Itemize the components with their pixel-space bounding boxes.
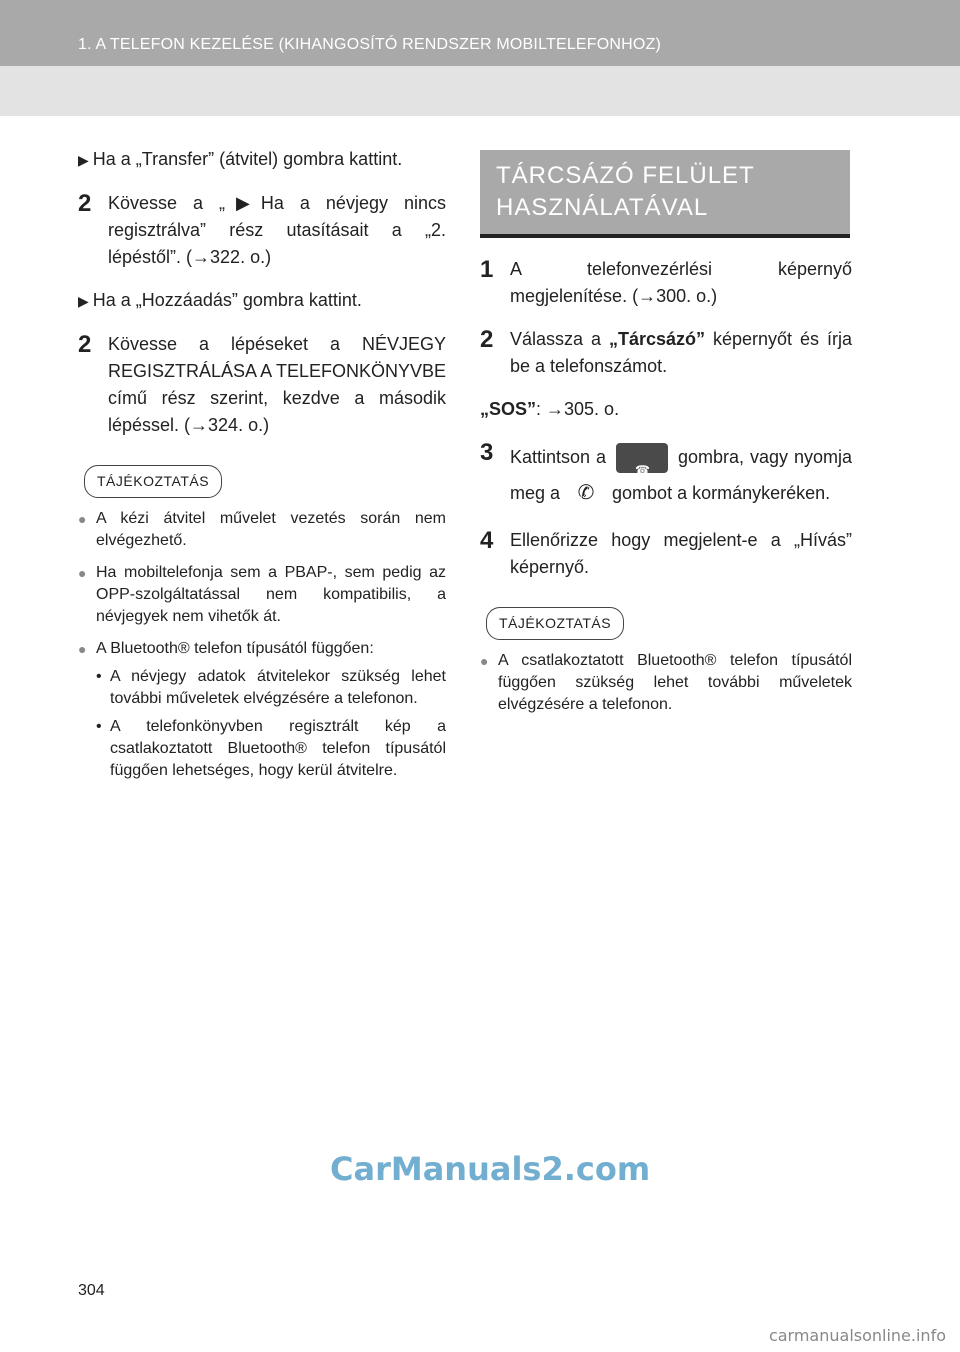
- step-number: 2: [78, 331, 92, 358]
- step-text: Ellenőrizze hogy megjelent-e a „Hívás” képernyő.: [510, 530, 852, 577]
- step-number: 2: [480, 326, 494, 353]
- chapter-title: 1. A TELEFON KEZELÉSE (KIHANGOSÍTÓ RENDSZER MOBILTELEFONHOZ): [78, 36, 662, 53]
- note-label: TÁJÉKOZTATÁS: [486, 607, 624, 640]
- option-transfer: ▶ Ha a „Transfer” (átvitel) gombra kattint.: [78, 146, 446, 174]
- step-number: 2: [78, 190, 92, 217]
- step-right-3: [480, 439, 852, 511]
- circle-bullet-icon: ●: [78, 641, 87, 657]
- option-add: ▶ Ha a „Hozzáadás” gombra kattint.: [78, 287, 446, 315]
- note-item: ● A kézi átvitel művelet vezetés során nem elvégezhető.: [78, 508, 446, 552]
- triangle-right-icon: ▶: [78, 293, 89, 309]
- note-item: ● A Bluetooth® telefon típusától függően: • A névjegy adatok átvitelekor szükség lehet további műveletek elvégzésére a telefonon. • A telefonkönyvben regisztrált kép a csatlakoztatott Bluetooth® telefon típusától függően lehetséges, hogy kerül átvitelre.: [78, 638, 446, 782]
- step-text: Válassza a „Tárcsázó” képernyőt és írja be a telefonszámot.: [510, 329, 852, 376]
- step-right-1: [480, 256, 852, 310]
- call-button-icon: ☎: [616, 443, 668, 473]
- step-text: Kövesse a lépéseket a NÉVJEGY REGISZTRÁLÁSA A TELEFONKÖNYVBE című rész szerint, kezdve a második lépéssel. (→324. o.): [108, 334, 446, 435]
- step-text: A telefonvezérlési képernyő megjelenítése. (→300. o.): [510, 259, 852, 306]
- sub-note: • A telefonkönyvben regisztrált kép a csatlakoztatott Bluetooth® telefon típusától függően lehetséges, hogy kerül átvitelre.: [96, 718, 446, 779]
- footer-logo: carmanualsonline.info: [768, 1326, 946, 1345]
- step-left-1: [78, 190, 446, 271]
- circle-bullet-icon: ●: [78, 565, 87, 581]
- section-title: TÁRCSÁZÓ FELÜLET HASZNÁLATÁVAL: [480, 150, 850, 238]
- step-text: Kövesse a „▶Ha a névjegy nincs regisztrálva” rész utasításait a „2. lépéstől”. (→322. o.): [108, 193, 446, 267]
- right-column: [480, 150, 852, 726]
- step-text: Kattintson a ☎ gombra, vagy nyomja meg a ✆ gombot a kormánykeréken.: [510, 439, 852, 511]
- left-column: [78, 146, 446, 792]
- sub-note: • A névjegy adatok átvitelekor szükség lehet további műveletek elvégzésére a telefonon.: [96, 668, 446, 707]
- circle-bullet-icon: ●: [78, 511, 87, 527]
- step-number: 3: [480, 439, 494, 466]
- step-left-2: [78, 331, 446, 439]
- step-number: 1: [480, 256, 494, 283]
- step-number: 4: [480, 527, 494, 554]
- step-right-4: [480, 527, 852, 581]
- circle-bullet-icon: ●: [480, 653, 489, 669]
- step-right-2: [480, 326, 852, 380]
- note-item: ● Ha mobiltelefonja sem a PBAP-, sem pedig az OPP-szolgáltatással nem kompatibilis, a névjegyek nem vihetők át.: [78, 562, 446, 628]
- triangle-right-icon: ▶: [78, 152, 89, 168]
- note-label: TÁJÉKOZTATÁS: [84, 465, 222, 498]
- watermark: CarManuals2.com: [330, 1150, 651, 1188]
- header-bar: [0, 0, 960, 66]
- page-number: 304: [78, 1282, 105, 1299]
- note-item: ● A csatlakoztatott Bluetooth® telefon típusától függően szükség lehet további műveletek elvégzésére a telefonon.: [480, 650, 852, 716]
- phone-icon: ✆: [577, 482, 595, 504]
- sos-reference: „SOS”: →305. o.: [480, 399, 620, 419]
